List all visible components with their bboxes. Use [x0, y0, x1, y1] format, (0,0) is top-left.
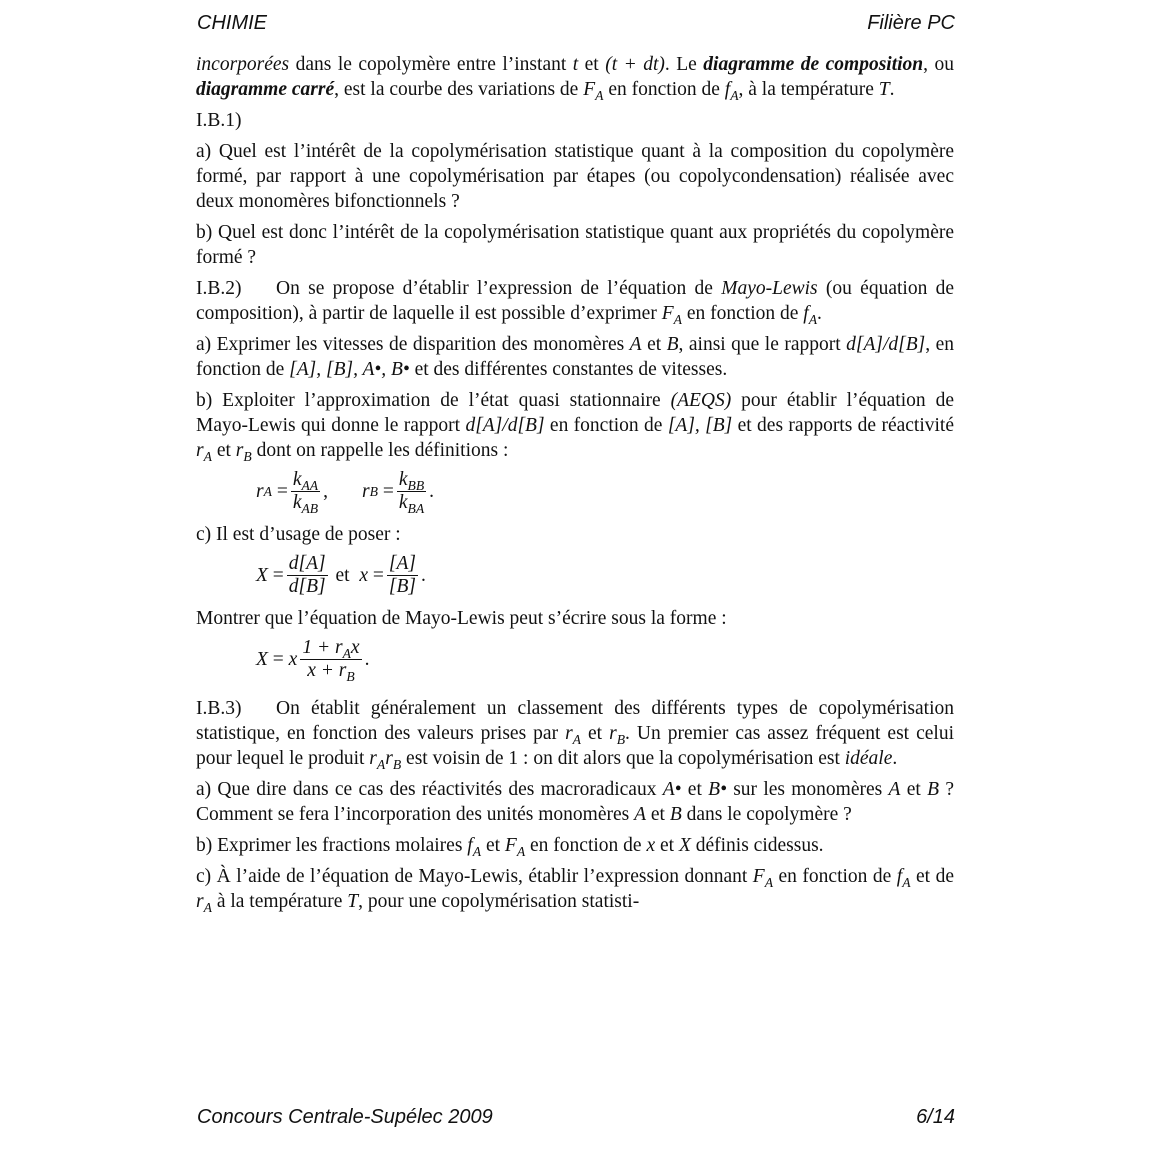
footer-page-number: 6/14	[916, 1106, 955, 1128]
equation-definition-X-x: X = $\frac{d[A]}{d[B]}$ et x = $\frac{[A]}{[B]}$ .	[256, 553, 426, 597]
question-ib3-a: a) Que dire dans ce cas des réactivités des macroradicaux A• et B• sur les monomères A et B ? Comment se fera l’incorporation des unités monomères A et B dans le copolymère ?	[196, 779, 954, 825]
equation-mayo-lewis: X = x $\frac{1 + r_Ax}{x + r_B}$ .	[256, 637, 370, 684]
section-ib1-label: I.B.1)	[196, 110, 242, 131]
section-ib3-label: I.B.3)	[196, 698, 242, 719]
question-ib2-c-show: Montrer que l’équation de Mayo-Lewis peut s’écrire sous la forme :	[196, 608, 727, 629]
intro-paragraph: incorporées dans le copolymère entre l’instant t et (t + dt). Le diagramme de composition, ou diagramme carré, est la courbe des variations de $F_A$ en fonction de $f_A$, à la température T.	[196, 54, 954, 103]
question-ib2-c: c) Il est d’usage de poser :	[196, 524, 401, 545]
question-ib3-b: b) Exprimer les fractions molaires $f_A$ et $F_A$ en fonction de x et X définis cidessus.	[196, 835, 824, 859]
question-ib1-a: a) Quel est l’intérêt de la copolymérisation statistique quant à la composition du copolymère formé, par rapport à une copolymérisation par étapes (ou copolycondensation) réalisée avec deux monomères bifonctionnels ?	[196, 141, 954, 212]
term-diagramme-carre: diagramme carré	[196, 79, 335, 100]
equation-reactivity-ratios: r A = $\frac{k_{AA}}{k_{AB}}$ , r B = $\frac{k_{BB}}{k_{BA}}$ .	[256, 469, 435, 516]
question-ib3-c: c) À l’aide de l’équation de Mayo-Lewis, établir l’expression donnant $F_A$ en fonction de $f_A$ et de $r_A$ à la température T, pour une copolymérisation statisti-	[196, 866, 954, 915]
question-ib2-a: a) Exprimer les vitesses de disparition des monomères A et B, ainsi que le rapport d[A]/d[B], en fonction de [A], [B], A•, B• et des différentes constantes de vitesses.	[196, 334, 955, 380]
section-ib2-intro: I.B.2) On se propose d’établir l’expression de l’équation de Mayo-Lewis (ou équation de composition), à partir de laquelle il est possible d’exprimer $F_A$ en fonction de $f_A$.	[196, 278, 955, 327]
fraction-rB: $\frac{k_{BB}}{k_{BA}}$	[398, 469, 425, 516]
fraction-mayo: $\frac{1 + r_Ax}{x + r_B}$	[302, 637, 360, 684]
header-subject: CHIMIE	[197, 12, 267, 34]
footer-contest: Concours Centrale-Supélec 2009	[197, 1106, 493, 1128]
header-track: Filière PC	[867, 12, 955, 34]
question-ib1-b: b) Quel est donc l’intérêt de la copolymérisation statistique quant aux propriétés du copolymère formé ?	[196, 222, 954, 268]
term-diagramme-composition: diagramme de composition	[703, 54, 924, 75]
text-incorporees: incorporées	[196, 54, 290, 75]
question-ib2-b: b) Exploiter l’approximation de l’état quasi stationnaire (AEQS) pour établir l’équation de Mayo-Lewis qui donne le rapport d[A]/d[B] en fonction de [A], [B] et des rapports de réactivité $r_A$ et $r_B$ dont on rappelle les définitions :	[196, 390, 954, 464]
section-ib3-intro: I.B.3) On établit généralement un classement des différents types de copolymérisation statistique, en fonction des valeurs prises par $r_A$ et $r_B$. Un premier cas assez fréquent est celui pour lequel le produit $r_Ar_B$ est voisin de 1 : on dit alors que la copolymérisation est idéale.	[196, 698, 954, 772]
fraction-rA: $\frac{k_{AA}}{k_{AB}}$	[292, 469, 319, 516]
section-ib2-label: I.B.2)	[196, 278, 242, 299]
page-body	[196, 52, 954, 920]
